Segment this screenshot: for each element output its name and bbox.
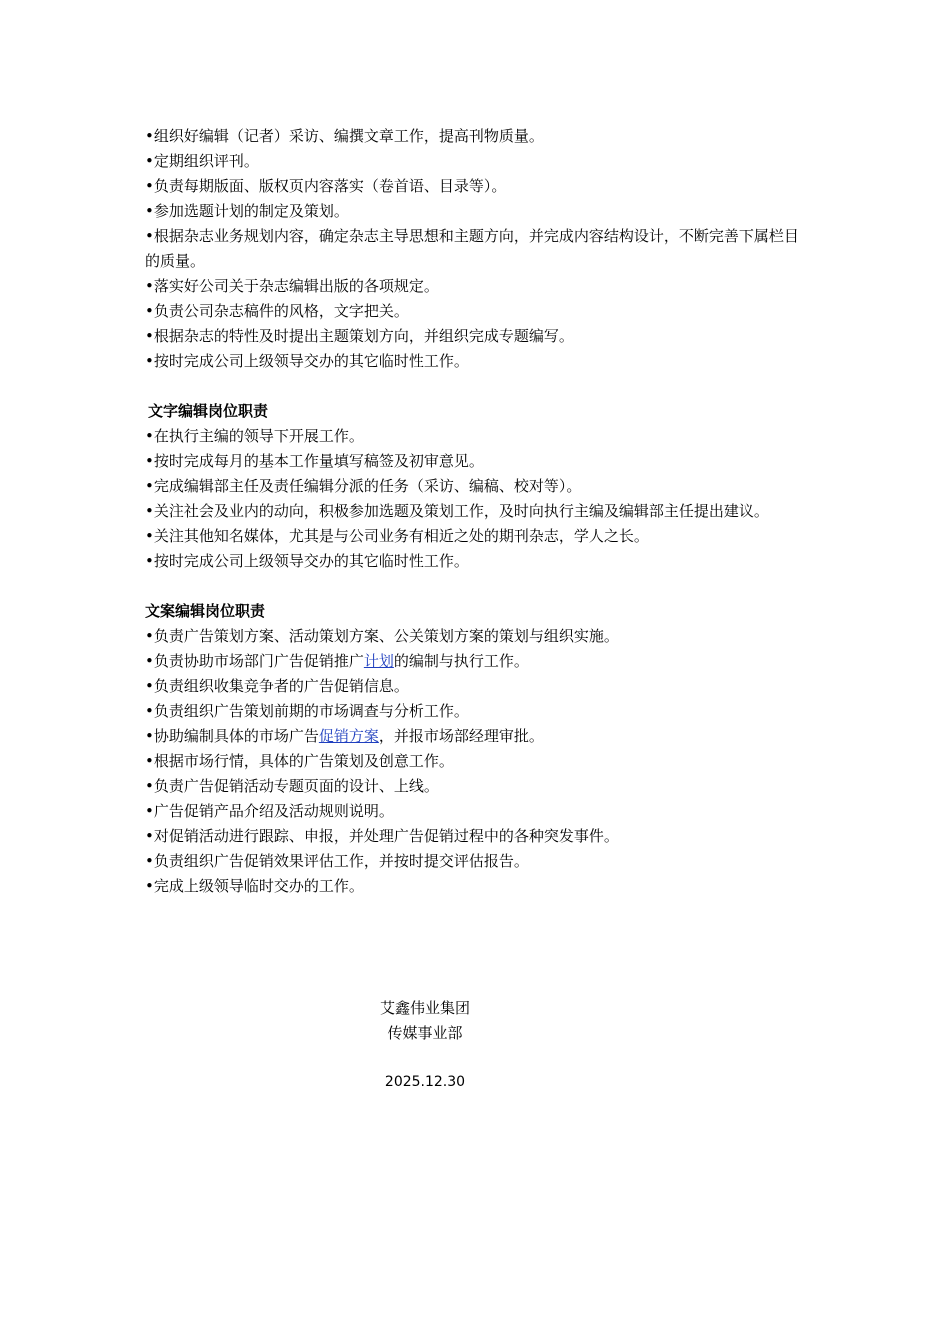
duty-item: •负责组织广告策划前期的市场调查与分析工作。 bbox=[145, 702, 469, 720]
duty-item: •负责广告策划方案、活动策划方案、公关策划方案的策划与组织实施。 bbox=[145, 627, 619, 645]
duty-item: •负责每期版面、版权页内容落实（卷首语、目录等）。 bbox=[145, 177, 507, 195]
duty-item: •关注社会及业内的动向，积极参加选题及策划工作，及时向执行主编及编辑部主任提出建议。 bbox=[145, 502, 769, 520]
duty-item: •负责公司杂志稿件的风格，文字把关。 bbox=[145, 302, 409, 320]
duty-item: •完成编辑部主任及责任编辑分派的任务（采访、编稿、校对等）。 bbox=[145, 477, 582, 495]
duty-item: •负责广告促销活动专题页面的设计、上线。 bbox=[145, 777, 439, 795]
spacer bbox=[145, 374, 810, 399]
duty-item: •在执行主编的领导下开展工作。 bbox=[145, 427, 364, 445]
signature-organization: 艾鑫伟业集团 bbox=[379, 999, 470, 1017]
section-editor-duties bbox=[145, 124, 810, 374]
duty-item bbox=[145, 649, 810, 674]
section-text-editor-duties bbox=[145, 399, 810, 574]
duty-item: •负责组织广告促销效果评估工作，并按时提交评估报告。 bbox=[145, 852, 529, 870]
spacer bbox=[145, 574, 810, 599]
section-copy-editor-duties bbox=[145, 599, 810, 899]
section-title-copy-editor: 文案编辑岗位职责 bbox=[145, 602, 266, 620]
promotion-plan-link[interactable]: 促销方案 bbox=[318, 727, 379, 745]
duty-item: •定期组织评刊。 bbox=[145, 152, 259, 170]
signature-date: 2025.12.30 bbox=[384, 1074, 466, 1090]
duty-item: •关注其他知名媒体，尤其是与公司业务有相近之处的期刊杂志，学人之长。 bbox=[145, 527, 649, 545]
duty-item: •负责组织收集竞争者的广告促销信息。 bbox=[145, 677, 409, 695]
duty-item: •参加选题计划的制定及策划。 bbox=[145, 202, 349, 220]
duty-item: •落实好公司关于杂志编辑出版的各项规定。 bbox=[145, 277, 439, 295]
plan-link[interactable]: 计划 bbox=[363, 652, 394, 670]
duty-item: •根据杂志的特性及时提出主题策划方向，并组织完成专题编写。 bbox=[145, 327, 574, 345]
duty-item-text: ，并报市场部经理审批。 bbox=[378, 727, 544, 745]
duty-item: •对促销活动进行跟踪、申报，并处理广告促销过程中的各种突发事件。 bbox=[145, 827, 619, 845]
duty-item: •组织好编辑（记者）采访、编撰文章工作，提高刊物质量。 bbox=[145, 127, 544, 145]
duty-item: •完成上级领导临时交办的工作。 bbox=[145, 877, 364, 895]
duty-item: •按时完成公司上级领导交办的其它临时性工作。 bbox=[145, 352, 469, 370]
duty-item: •根据市场行情，具体的广告策划及创意工作。 bbox=[145, 752, 454, 770]
document-body bbox=[145, 124, 810, 899]
duty-item: •按时完成每月的基本工作量填写稿签及初审意见。 bbox=[145, 452, 484, 470]
duty-item-text: 的编制与执行工作。 bbox=[393, 652, 529, 670]
duty-item-text: •负责协助市场部门广告促销推广 bbox=[145, 652, 364, 670]
duty-item: •广告促销产品介绍及活动规则说明。 bbox=[145, 802, 394, 820]
duty-item: •根据杂志业务规划内容，确定杂志主导思想和主题方向，并完成内容结构设计，不断完善下属栏目的质量。 bbox=[145, 227, 799, 270]
section-title-text-editor: 文字编辑岗位职责 bbox=[148, 402, 269, 420]
duty-item: •按时完成公司上级领导交办的其它临时性工作。 bbox=[145, 552, 469, 570]
signature-department: 传媒事业部 bbox=[387, 1024, 463, 1042]
duty-item-text: •协助编制具体的市场广告 bbox=[145, 727, 319, 745]
duty-item bbox=[145, 724, 810, 749]
